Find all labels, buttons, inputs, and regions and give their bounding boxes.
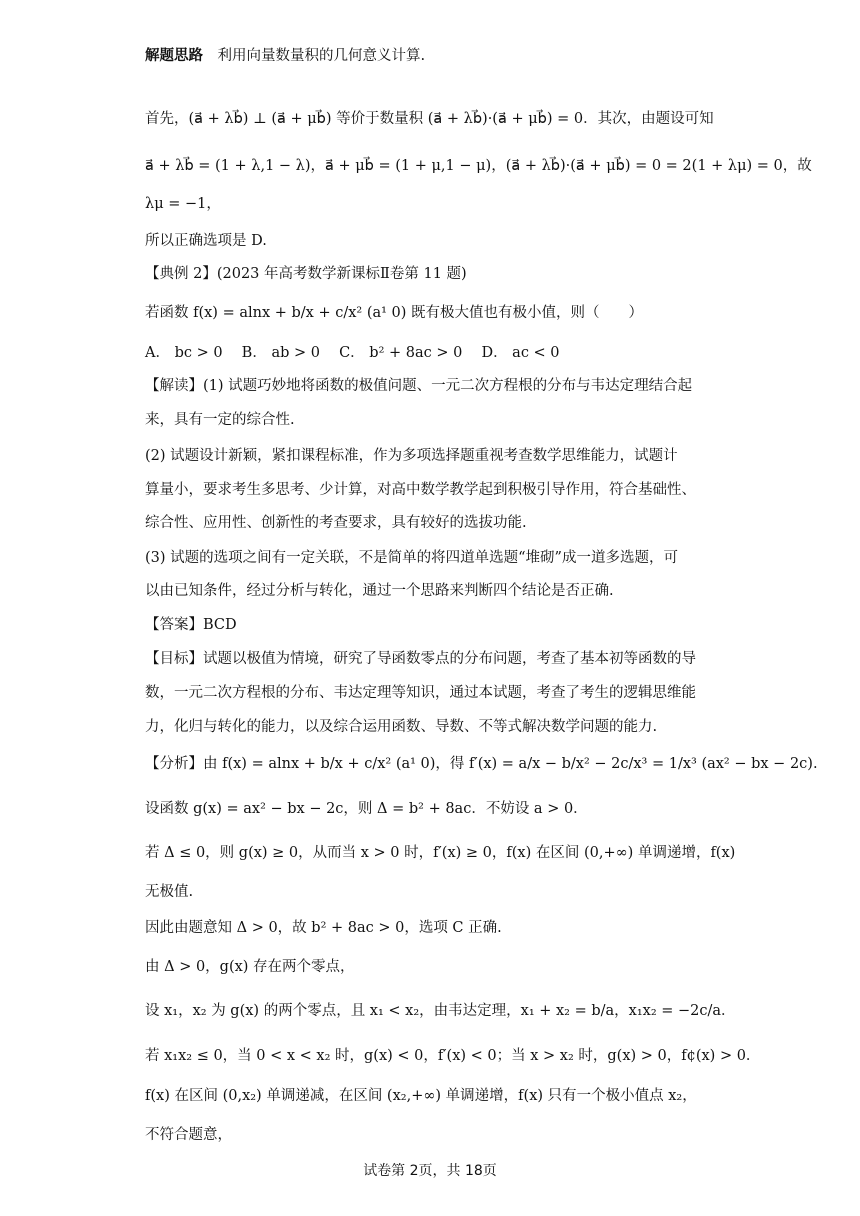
question-stem: 若函数 f(x) = alnx + b/x + c/x² (a¹ 0) 既有极大值也有极小值，则（ ） [145, 305, 644, 321]
interpretation-3a: (3) 试题的选项之间有一定关联，不是简单的将四道单选题“堆砌”成一道多选题，可 [145, 550, 678, 566]
line-2: 首先，(a⃗ + λb⃗) ⊥ (a⃗ + μb⃗) 等价于数量积 (a⃗ + λb⃗)·(a⃗ + μb⃗) = 0．其次，由题设可知 [145, 111, 714, 127]
page-footer: 试卷第 2页，共 18页 [363, 1163, 497, 1179]
interpretation-2c: 综合性、应用性、创新性的考查要求，具有较好的选拔功能. [145, 515, 527, 531]
line-1-rest: 利用向量数量积的几何意义计算. [203, 48, 426, 64]
interpretation-1b: 来，具有一定的综合性. [145, 412, 295, 428]
analysis-case-1a: 若 Δ ≤ 0，则 g(x) ≥ 0，从而当 x > 0 时，f′(x) ≥ 0，f(x) 在区间 (0,+∞) 单调递增，f(x) [145, 845, 736, 861]
interpretation-2a: (2) 试题设计新颖，紧扣课程标准，作为多项选择题重视考查数学思维能力，试题计 [145, 448, 678, 464]
analysis-derivative: 【分析】由 f(x) = alnx + b/x + c/x² (a¹ 0)，得 f′(x) = a/x − b/x² − 2c/x³ = 1/x³ (ax² − bx − 2c). [145, 756, 818, 772]
analysis-case-2b: f(x) 在区间 (0,x₂) 单调递减，在区间 (x₂,+∞) 单调递增，f(x) 只有一个极小值点 x₂， [145, 1088, 697, 1104]
analysis-case-2a: 若 x₁x₂ ≤ 0，当 0 < x < x₂ 时，g(x) < 0，f′(x) < 0；当 x > x₂ 时，g(x) > 0，f¢(x) > 0． [145, 1048, 761, 1064]
interpretation-2b: 算量小，要求考生多思考、少计算，对高中数学教学起到积极引导作用，符合基础性、 [145, 482, 696, 498]
answer-line: 【答案】BCD [145, 617, 237, 633]
line-1 [145, 45, 750, 67]
analysis-case-1b: 无极值. [145, 884, 194, 900]
analysis-two-zeros: 由 Δ > 0，g(x) 存在两个零点， [145, 959, 355, 975]
analysis-define-g: 设函数 g(x) = ax² − bx − 2c，则 Δ = b² + 8ac．不妨设 a > 0． [145, 801, 588, 817]
interpretation-1a: 【解读】(1) 试题巧妙地将函数的极值问题、一元二次方程根的分布与韦达定理结合起 [145, 378, 693, 394]
analysis-case-2c: 不符合题意， [145, 1127, 232, 1143]
analysis-conclusion-c: 因此由题意知 Δ > 0，故 b² + 8ac > 0，选项 C 正确. [145, 920, 502, 936]
objective-a: 【目标】试题以极值为情境，研究了导函数零点的分布问题，考查了基本初等函数的导 [145, 651, 696, 667]
line-4: λμ = −1， [145, 196, 221, 212]
line-3: a⃗ + λb⃗ = (1 + λ,1 − λ)，a⃗ + μb⃗ = (1 + μ,1 − μ)，(a⃗ + λb⃗)·(a⃗ + μb⃗) = 0 = 2(1 + λμ) = 0，故 [145, 158, 812, 174]
objective-b: 数，一元二次方程根的分布、韦达定理等知识，通过本试题，考查了考生的逻辑思维能 [145, 685, 696, 701]
example-heading: 【典例 2】(2023 年高考数学新课标Ⅱ卷第 11 题) [145, 266, 467, 282]
answer-options: A． bc > 0 B． ab > 0 C． b² + 8ac > 0 D． ac < 0 [145, 345, 560, 361]
line-5: 所以正确选项是 D. [145, 233, 267, 249]
objective-c: 力，化归与转化的能力，以及综合运用函数、导数、不等式解决数学问题的能力. [145, 719, 658, 735]
section-heading: 解题思路 [145, 47, 203, 64]
analysis-vieta: 设 x₁，x₂ 为 g(x) 的两个零点，且 x₁ < x₂，由韦达定理，x₁ + x₂ = b/a，x₁x₂ = −2c/a． [145, 1003, 736, 1019]
interpretation-3b: 以由已知条件，经过分析与转化，通过一个思路来判断四个结论是否正确. [145, 583, 614, 599]
